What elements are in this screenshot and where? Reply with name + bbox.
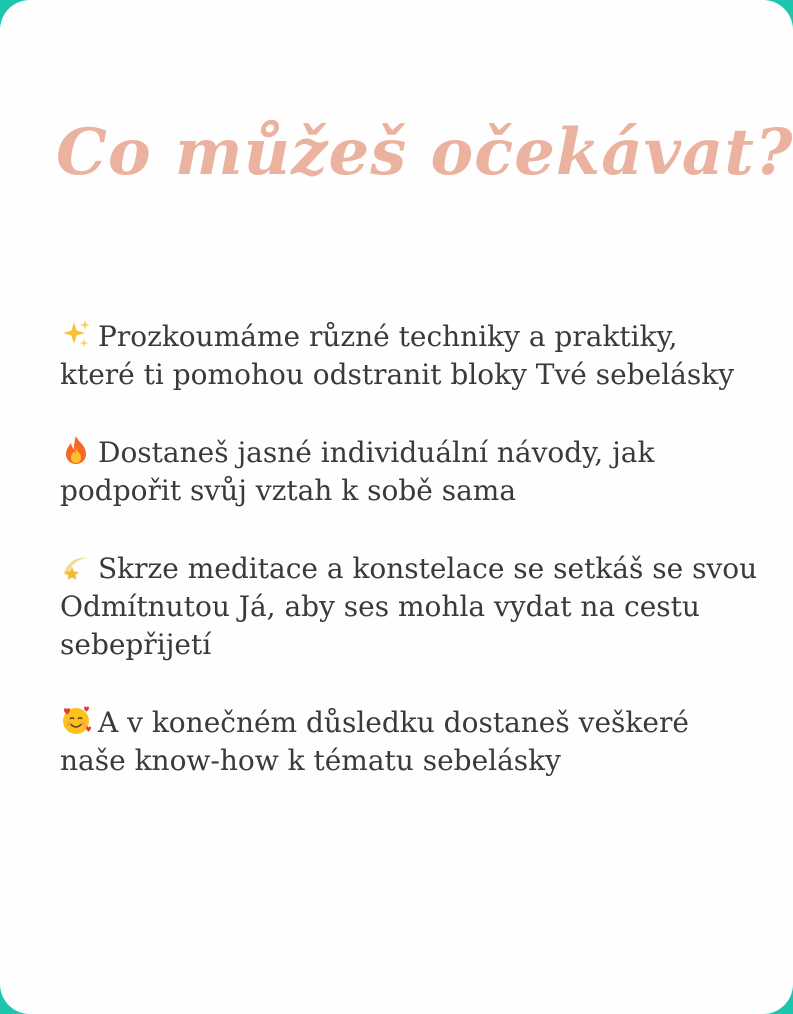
- sparkles-icon: [60, 318, 92, 350]
- item-text: Skrze meditace a konstelace se setkáš se svou Odmítnutou Já, aby ses mohla vydat na cestu sebepřijetí: [60, 552, 758, 661]
- list-item: [60, 434, 760, 510]
- item-text: Prozkoumáme různé techniky a praktiky, které ti pomohou odstranit bloky Tvé sebelásky: [60, 320, 735, 391]
- benefits-list: [60, 318, 760, 820]
- smiling-face-with-hearts-icon: [60, 704, 92, 736]
- list-item: [60, 704, 760, 780]
- dizzy-star-icon: [60, 550, 92, 582]
- item-text: A v konečném důsledku dostaneš veškeré naše know-how k tématu sebelásky: [60, 706, 689, 777]
- page-title: Co můžeš očekávat?: [56, 115, 793, 190]
- fire-icon: [60, 434, 92, 466]
- item-text: Dostaneš jasné individuální návody, jak podpořit svůj vztah k sobě sama: [60, 436, 655, 507]
- list-item: [60, 550, 760, 664]
- list-item: [60, 318, 760, 394]
